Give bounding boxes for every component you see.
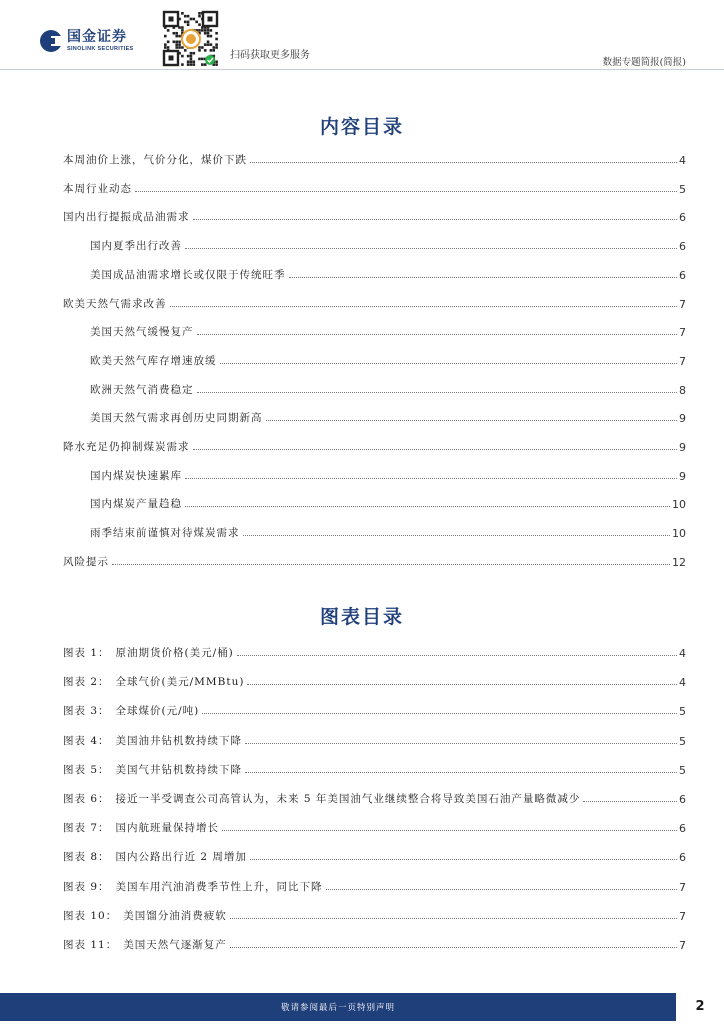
figure-number: 图表 6：: [63, 793, 110, 805]
figure-number: 图表 4：: [63, 734, 110, 747]
dot-leader: [197, 392, 678, 393]
document-type: 数据专题简报(简报): [602, 57, 686, 68]
figure-page: 6: [679, 793, 686, 806]
figure-list-heading: 图表目录: [319, 606, 404, 628]
toc-entry-label: 本周油价上涨，气价分化，煤价下跌: [63, 154, 247, 166]
dot-leader: [193, 449, 678, 450]
dot-leader: [247, 684, 677, 685]
figure-page: 6: [679, 822, 686, 836]
qr-code-icon: [162, 10, 220, 68]
figure-number: 图表 10：: [63, 909, 118, 922]
toc-entry[interactable]: [63, 178, 686, 196]
toc-heading: 内容目录: [319, 116, 404, 138]
toc-entry-label: 美国天然气需求再创历史同期新高: [90, 412, 263, 425]
figure-number: 图表 5：: [63, 763, 110, 776]
toc-entry[interactable]: [90, 235, 686, 253]
dot-leader: [193, 219, 678, 220]
dot-leader: [185, 506, 670, 507]
toc-entry[interactable]: [63, 149, 686, 167]
toc-entry-page: 6: [679, 211, 686, 225]
toc-entry-page: 7: [679, 354, 686, 368]
toc-entry-page: 4: [679, 154, 686, 167]
figure-page: 7: [679, 939, 686, 952]
toc-entry-page: 9: [679, 441, 686, 454]
toc-entry-page: 7: [679, 326, 686, 340]
figure-number: 图表 8：: [63, 851, 110, 864]
toc-entry-page: 10: [672, 527, 686, 541]
toc-entry-page: 6: [679, 240, 686, 254]
dot-leader: [250, 859, 677, 860]
toc-entry-label: 欧美天然气库存增速放缓: [90, 354, 217, 367]
dot-leader: [245, 743, 677, 744]
toc-entry-page: 6: [679, 268, 686, 282]
logo-chinese-name: 国金证券: [67, 29, 127, 45]
figure-title: 美国气井钻机数持续下降: [115, 763, 243, 776]
dot-leader: [220, 363, 678, 364]
toc-entry-page: 9: [679, 412, 686, 426]
dot-leader: [202, 713, 677, 714]
figure-number: 图表 9：: [63, 880, 110, 893]
toc-entry[interactable]: [90, 407, 686, 425]
dot-leader: [230, 947, 677, 948]
toc-entry-label: 美国成品油需求增长或仅限于传统旺季: [90, 268, 286, 281]
toc-entry-page: 9: [679, 469, 686, 483]
figure-entry[interactable]: [63, 759, 686, 777]
qr-caption: 扫码获取更多服务: [230, 50, 310, 61]
figure-title: 全球气价(美元/MMBtu): [115, 676, 245, 689]
toc-entry-label: 雨季结束前谨慎对待煤炭需求: [90, 527, 240, 540]
figure-entry[interactable]: [63, 642, 686, 660]
toc-entry[interactable]: [63, 436, 686, 454]
figure-entry[interactable]: [63, 700, 686, 718]
figure-entry[interactable]: [63, 817, 686, 835]
figure-number: 图表 3：: [63, 705, 110, 718]
dot-leader: [583, 801, 677, 802]
figure-number: 图表 1：: [63, 647, 110, 659]
dot-leader: [135, 191, 677, 192]
toc-entry[interactable]: [90, 465, 686, 483]
toc-entry[interactable]: [63, 206, 686, 224]
toc-entry[interactable]: [90, 264, 686, 282]
figure-entry[interactable]: [63, 788, 686, 806]
figure-page: 5: [679, 734, 686, 748]
dot-leader: [185, 478, 677, 479]
figure-title: 国内航班量保持增长: [115, 822, 220, 835]
figure-number: 图表 11：: [63, 939, 118, 951]
logo-mark-icon: [40, 30, 62, 52]
toc-entry-page: 10: [672, 498, 686, 512]
figure-title: 接近一半受调查公司高管认为，未来 5 年美国油气业继续整合将导致美国石油产量略微减少: [115, 793, 581, 805]
header-divider: [0, 69, 724, 70]
toc-entry[interactable]: [90, 493, 686, 511]
figure-page: 4: [679, 647, 686, 660]
dot-leader: [245, 772, 677, 773]
figure-title: 美国车用汽油消费季节性上升，同比下降: [115, 880, 323, 893]
figure-page: 5: [679, 705, 686, 719]
figure-title: 美国油井钻机数持续下降: [115, 734, 243, 747]
dot-leader: [326, 889, 677, 890]
figure-title: 国内公路出行近 2 周增加: [115, 851, 247, 864]
figure-page: 7: [679, 909, 686, 923]
toc-entry-label: 国内煤炭快速累库: [90, 469, 182, 482]
figure-entry[interactable]: [63, 671, 686, 689]
figure-title: 美国天然气逐渐复产: [123, 939, 227, 951]
page-number: 2: [695, 999, 705, 1014]
figure-number: 图表 7：: [63, 822, 110, 835]
toc-entry[interactable]: [63, 551, 686, 569]
logo-english-name: SINOLINK SECURITIES: [67, 46, 134, 52]
dot-leader: [185, 248, 677, 249]
dot-leader: [197, 334, 678, 335]
toc-entry-page: 5: [679, 182, 686, 196]
dot-leader: [266, 420, 678, 421]
dot-leader: [237, 655, 677, 656]
toc-entry-label: 欧美天然气需求改善: [63, 297, 167, 310]
dot-leader: [289, 277, 678, 278]
toc-entry[interactable]: [90, 321, 686, 339]
figure-page: 7: [679, 880, 686, 894]
figure-entry[interactable]: [63, 846, 686, 864]
toc-entry-label: 美国天然气缓慢复产: [90, 326, 194, 339]
dot-leader: [112, 564, 670, 565]
toc-entry-page: 8: [679, 383, 686, 397]
figure-title: 全球煤价(元/吨): [115, 705, 200, 718]
toc-entry-label: 国内夏季出行改善: [90, 240, 182, 253]
toc-entry-label: 国内出行提振成品油需求: [63, 211, 190, 224]
toc-entry[interactable]: [90, 379, 686, 397]
toc-entry-page: 12: [672, 555, 686, 569]
company-logo: [40, 30, 134, 53]
toc-entry-page: 7: [679, 297, 686, 311]
dot-leader: [222, 830, 677, 831]
toc-entry[interactable]: [63, 293, 686, 311]
figure-entry[interactable]: [63, 730, 686, 748]
figure-page: 6: [679, 851, 686, 865]
figure-entry[interactable]: [63, 934, 686, 952]
figure-number: 图表 2：: [63, 676, 110, 689]
toc-entry-label: 欧洲天然气消费稳定: [90, 383, 194, 396]
toc-entry[interactable]: [90, 350, 686, 368]
dot-leader: [230, 918, 677, 919]
figure-title: 美国馏分油消费疲软: [123, 909, 227, 922]
figure-page: 5: [679, 763, 686, 777]
toc-entry-label: 国内煤炭产量趋稳: [90, 498, 182, 511]
toc-entry-label: 降水充足仍抑制煤炭需求: [63, 441, 190, 453]
figure-entry[interactable]: [63, 905, 686, 923]
figure-entry[interactable]: [63, 876, 686, 894]
figure-page: 4: [679, 676, 686, 690]
footer-disclaimer: 敬请参阅最后一页特别声明: [280, 1003, 395, 1013]
dot-leader: [170, 306, 678, 307]
dot-leader: [250, 162, 677, 163]
figure-title: 原油期货价格(美元/桶): [115, 647, 234, 659]
toc-entry[interactable]: [90, 522, 686, 540]
toc-entry-label: 本周行业动态: [63, 182, 132, 195]
dot-leader: [243, 535, 671, 536]
page-header: [0, 0, 724, 70]
toc-entry-label: 风险提示: [63, 555, 109, 568]
